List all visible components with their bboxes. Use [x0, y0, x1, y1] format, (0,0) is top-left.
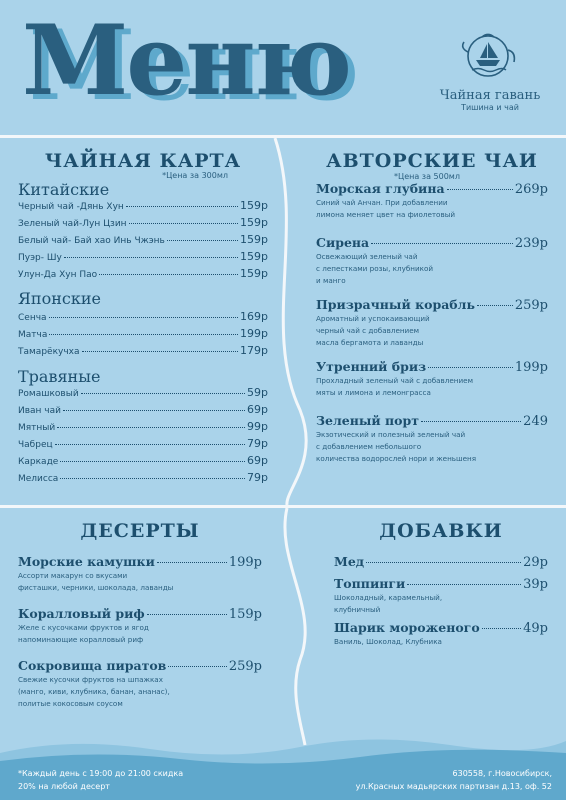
- group-title-herbal: Травяные: [18, 367, 101, 386]
- author-item: [316, 413, 548, 465]
- item-desc-line: Свежие кусочки фруктов на шпажках: [18, 675, 163, 684]
- item-name: Сирена: [316, 235, 370, 250]
- desserts-title: ДЕСЕРТЫ: [80, 520, 200, 542]
- item-name: Мед: [334, 554, 365, 569]
- item-price: 79р: [247, 471, 268, 484]
- menu-title: Меню: [22, 4, 351, 117]
- item-price: 239р: [514, 236, 548, 251]
- item-name: Мелисса: [18, 474, 59, 484]
- item-name: Призрачный корабль: [316, 297, 475, 312]
- item-price: 249: [523, 414, 548, 429]
- author-teas-note: *Цена за 500мл: [394, 172, 460, 181]
- item-desc-line: фисташки, черники, шоколада, лаванды: [18, 583, 174, 592]
- extra-item: [334, 576, 548, 616]
- item-desc-line: черный чай с добавлением: [316, 326, 420, 335]
- item-price: 199р: [228, 555, 262, 570]
- author-teas-section: [316, 150, 548, 465]
- item-desc-line: Освежающий зеленый чай: [316, 252, 418, 261]
- promo-line: 20% на любой десерт: [18, 782, 110, 791]
- promo-line: *Каждый день с 19:00 до 21:00 скидка: [18, 769, 184, 778]
- tea-card-note: *Цена за 300мл: [162, 171, 228, 180]
- dessert-item: [18, 606, 262, 646]
- item-price: 179р: [240, 344, 268, 357]
- item-desc-line: мяты и лимона и лемонграсса: [316, 388, 431, 397]
- list-item: [18, 310, 268, 327]
- item-name: Топпинги: [334, 576, 406, 591]
- extra-item: [334, 620, 548, 648]
- item-desc-line: Синий чай Анчан. При добавлении: [316, 198, 448, 207]
- group-chinese-list: [18, 199, 268, 284]
- item-price: 259р: [228, 659, 262, 674]
- item-name: Сокровища пиратов: [18, 658, 167, 673]
- item-desc-line: напоминающие коралловый риф: [18, 635, 144, 644]
- item-desc-line: клубничный: [334, 605, 381, 614]
- list-item: [18, 250, 268, 267]
- item-name: Зеленый порт: [316, 413, 420, 428]
- item-name: Иван чай: [18, 406, 61, 416]
- item-price: 169р: [240, 310, 268, 323]
- item-name: Сенча: [18, 313, 47, 323]
- desserts-section: [18, 520, 262, 710]
- item-desc-line: (манго, киви, клубника, банан, ананас),: [18, 687, 170, 696]
- item-name: Белый чай- Бай хао Инь Чжэнь: [18, 236, 165, 246]
- address-line: 630558, г.Новосибирск,: [452, 769, 552, 778]
- item-name: Чабрец: [18, 440, 53, 450]
- list-item: [18, 471, 268, 488]
- author-item: [316, 181, 548, 221]
- address-text: [356, 767, 552, 793]
- item-desc-line: и манго: [316, 276, 346, 285]
- brand-tagline: Тишина и чай: [461, 103, 519, 112]
- item-name: Пуэр- Шу: [18, 253, 62, 263]
- item-name: Утренний бриз: [316, 359, 427, 374]
- list-item: [18, 267, 268, 284]
- item-price: 159р: [240, 267, 268, 280]
- group-title-japanese: Японские: [18, 289, 101, 308]
- address-line: ул.Красных мадьярских партизан д.13, оф. 52: [355, 782, 552, 791]
- group-japanese-list: [18, 310, 268, 361]
- dessert-item: [18, 658, 262, 710]
- item-desc-line: Прохладный зеленый чай с добавлением: [316, 376, 474, 385]
- list-item: [18, 454, 268, 471]
- list-item: [18, 437, 268, 454]
- group-title-chinese: Китайские: [18, 180, 110, 199]
- item-price: 49р: [523, 621, 548, 636]
- list-item: [18, 233, 268, 250]
- item-name: Каркаде: [18, 457, 59, 467]
- dessert-item: [18, 554, 262, 594]
- item-price: 59р: [247, 386, 268, 399]
- item-price: 269р: [514, 182, 548, 197]
- author-item: [316, 297, 548, 349]
- item-name: Морские камушки: [18, 554, 155, 569]
- list-item: [18, 420, 268, 437]
- item-desc-line: Ваниль, Шоколад, Клубника: [334, 637, 442, 646]
- item-price: 159р: [240, 216, 268, 229]
- item-price: 259р: [514, 298, 548, 313]
- item-price: 39р: [523, 577, 548, 592]
- list-item: [18, 199, 268, 216]
- item-desc-line: Желе с кусочками фруктов и ягод: [18, 623, 149, 632]
- extras-title: ДОБАВКИ: [379, 520, 503, 542]
- item-desc-line: Ассорти макарун со вкусами: [18, 571, 128, 580]
- item-desc-line: Шоколадный, карамельный,: [334, 593, 443, 602]
- tea-card-section: [18, 150, 268, 488]
- promo-text: [18, 767, 183, 793]
- author-item: [316, 359, 548, 399]
- list-item: [18, 403, 268, 420]
- brand-name: Чайная гавань: [439, 88, 541, 103]
- tea-card-title: ЧАЙНАЯ КАРТА: [44, 150, 242, 172]
- item-desc-line: масла бергамота и лаванды: [316, 338, 424, 347]
- item-desc-line: количества водорослей нори и женьшеня: [316, 454, 477, 463]
- extras-section: [334, 520, 548, 648]
- item-price: 69р: [247, 454, 268, 467]
- item-name: Черный чай -Дянь Хун: [18, 202, 124, 212]
- item-desc-line: Ароматный и успокаивающий: [316, 314, 430, 323]
- item-price: 99р: [247, 420, 268, 433]
- item-desc-line: лимона меняет цвет на фиолетовый: [316, 210, 456, 219]
- item-price: 159р: [240, 233, 268, 246]
- author-item: [316, 235, 548, 287]
- item-desc-line: Экзотический и полезный зеленый чай: [316, 430, 466, 439]
- item-price: 159р: [240, 250, 268, 263]
- item-name: Тамарёкучха: [18, 347, 80, 357]
- list-item: [18, 327, 268, 344]
- item-name: Морская глубина: [316, 181, 445, 196]
- item-price: 69р: [247, 403, 268, 416]
- item-name: Шарик мороженого: [334, 620, 480, 635]
- item-name: Матча: [18, 330, 48, 340]
- item-desc-line: политые кокосовым соусом: [18, 699, 123, 708]
- item-price: 79р: [247, 437, 268, 450]
- list-item: [18, 344, 268, 361]
- item-price: 199р: [240, 327, 268, 340]
- item-name: Улун-Да Хун Пао: [18, 270, 98, 280]
- item-price: 159р: [240, 199, 268, 212]
- item-name: Зеленый чай-Лун Цзин: [18, 219, 127, 229]
- item-desc-line: с лепестками розы, клубникой: [316, 264, 434, 273]
- list-item: [18, 386, 268, 403]
- item-price: 29р: [523, 555, 548, 570]
- item-name: Коралловый риф: [18, 606, 145, 621]
- item-name: Ромашковый: [18, 389, 79, 399]
- list-item: [18, 216, 268, 233]
- extra-item: [334, 554, 548, 570]
- author-teas-title: АВТОРСКИЕ ЧАИ: [326, 150, 538, 172]
- item-price: 199р: [514, 360, 548, 375]
- item-name: Мятный: [18, 423, 56, 433]
- group-herbal-list: [18, 386, 268, 488]
- item-desc-line: с добавлением небольшого: [316, 442, 422, 451]
- item-price: 159р: [228, 607, 262, 622]
